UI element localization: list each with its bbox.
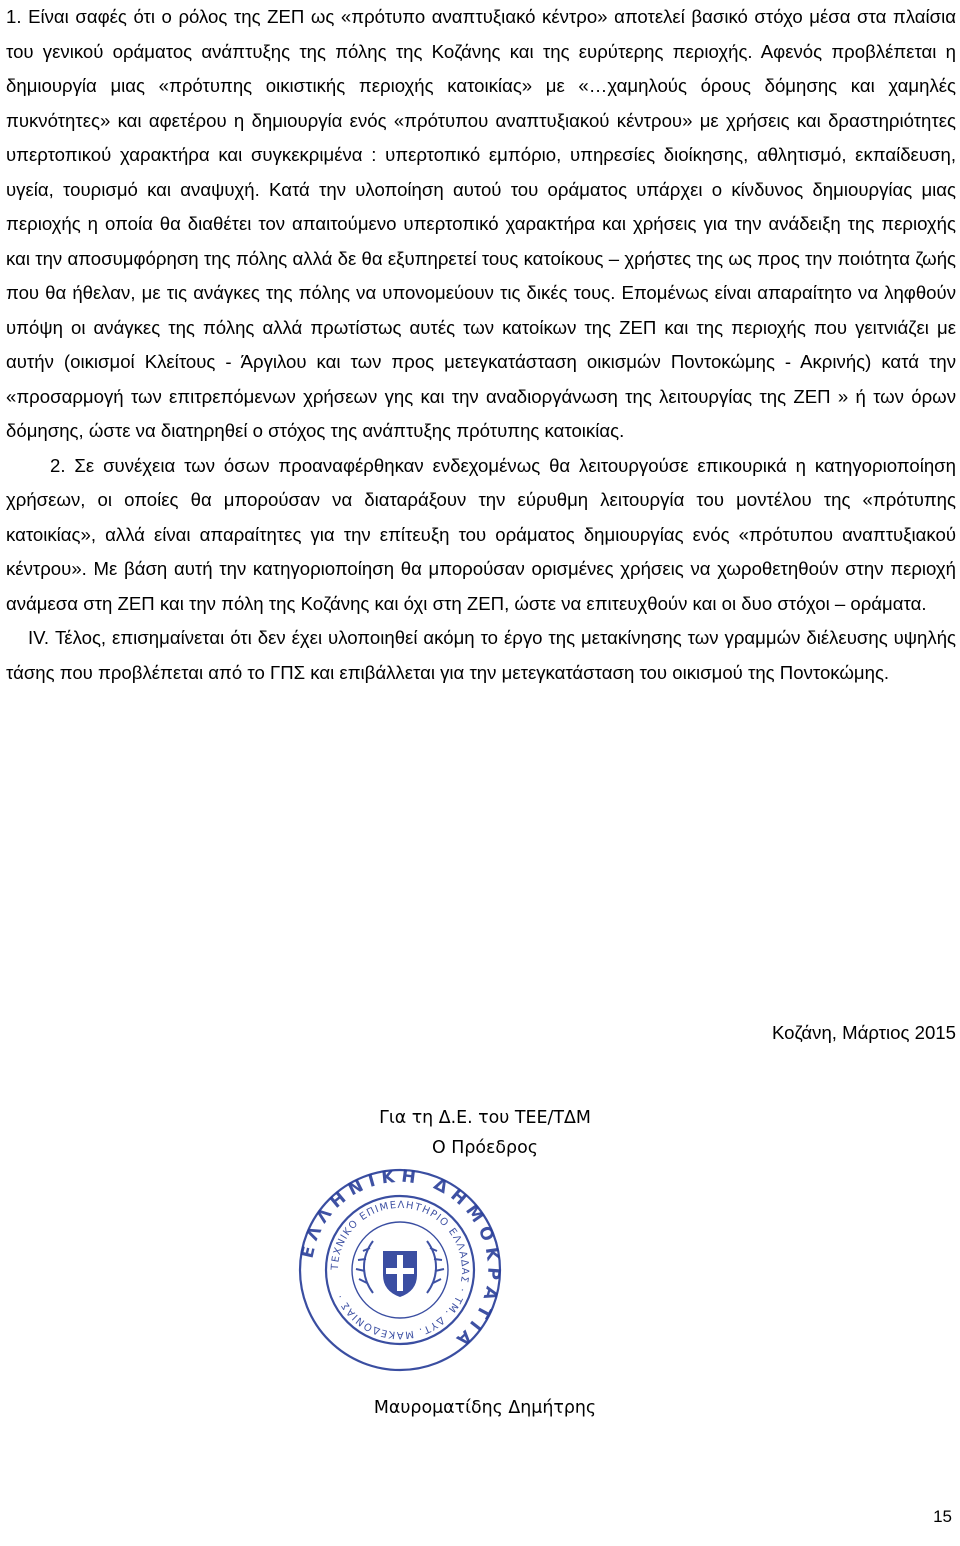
paragraph-2: 2. Σε συνέχεια των όσων προαναφέρθηκαν ενδεχομένως θα λειτουργούσε επικουρικά η κατηγοριοποίηση χρήσεων, οι οποίες θα μπορούσαν να διαταράξουν την εύρυθμη λειτουργία του μοντέλου της «πρότυπης κατοικίας», αλλά είναι απαραίτητες για την επίτευξη του οράματος δημιουργίας ενός «πρότυπου αναπτυξιακού κέντρου». Με βάση αυτή την κατηγοριοποίηση θα μπορούσαν ορισμένες χρήσεις να χωροθετηθούν στην περιοχή ανάμεσα στη ΖΕΠ και την πόλη της Κοζάνης και όχι στη ΖΕΠ, ώστε να επιτευχθούν και οι δυο στόχοι – οράματα.: [6, 454, 956, 614]
signer-name: Μαυροματίδης Δημήτρης: [373, 1398, 597, 1418]
official-seal-stamp: [295, 1165, 505, 1375]
signature-role: Ο Πρόεδρος: [432, 1138, 538, 1158]
signature-block: [300, 1103, 670, 1163]
place-date: Κοζάνη, Μάρτιος 2015: [771, 1022, 956, 1043]
svg-text:ΤΕΧΝΙΚΟ ΕΠΙΜΕΛΗΤΗΡΙΟ ΕΛΛΑΔΑΣ ·: ΤΕΧΝΙΚΟ ΕΠΙΜΕΛΗΤΗΡΙΟ ΕΛΛΑΔΑΣ · ΤΜ. ΔΥΤ. ΜΑΚΕΔΟΝΙΑΣ ·: [329, 1199, 471, 1341]
page-number: 15: [933, 1507, 952, 1526]
signature-on-behalf: Για τη Δ.Ε. του ΤΕΕ/ΤΔΜ: [379, 1108, 591, 1128]
paragraph-1: 1. Είναι σαφές ότι ο ρόλος της ΖΕΠ ως «πρότυπο αναπτυξιακό κέντρο» αποτελεί βασικό στόχο μέσα στα πλαίσια του γενικού οράματος ανάπτυξης της πόλης της Κοζάνης και της ευρύτερης περιοχής. Αφενός προβλέπεται η δημιουργία μιας «πρότυπης οικιστικής περιοχής κατοικίας» με «…χαμηλούς όρους δόμησης και χαμηλές πυκνότητες» και αφετέρου η δημιουργία ενός «πρότυπου αναπτυξιακού κέντρου» με χρήσεις και δραστηριότητες υπερτοπικού χαρακτήρα και συγκεκριμένα : υπερτοπικό εμπόριο, υπηρεσίες διοίκησης, αθλητισμό, εκπαίδευση, υγεία, τουρισμό και αναψυχή. Κατά την υλοποίηση αυτού του οράματος υπάρχει ο κίνδυνος δημιουργίας μιας περιοχής η οποία θα διαθέτει τον απαιτούμενο υπερτοπικό χαρακτήρα και χρήσεις για την ανάδειξη της περιοχής και την αποσυμφόρηση της πόλης αλλά δε θα εξυπηρετεί τους κατοίκους – χρήστες της ως προς την ποιότητα ζωής που θα ήθελαν, με τις ανάγκες της πόλης να υπονομεύουν τις δικές τους. Επομένως είναι απαραίτητο να ληφθούν υπόψη οι ανάγκες της πόλης αλλά πρωτίστως αυτές των κατοίκων της ΖΕΠ και της περιοχής που γειτνιάζει με αυτήν (οικισμοί Κλείτους - Άργιλου και των προς μετεγκατάσταση οικισμών Ποντοκώμης - Ακρινής) κατά την «προσαρμογή των επιτρεπόμενων χρήσεων γης και την αναδιοργάνωση της λειτουργίας της ΖΕΠ » ή των όρων δόμησης, ώστε να διατηρηθεί ο στόχος της ανάπτυξης πρότυπης κατοικίας.: [6, 6, 956, 441]
svg-text:ΕΛΛΗΝΙΚΗ ΔΗΜΟΚΡΑΤΙΑ: ΕΛΛΗΝΙΚΗ ΔΗΜΟΚΡΑΤΙΑ: [297, 1166, 504, 1354]
paragraph-iv: IV. Τέλος, επισημαίνεται ότι δεν έχει υλοποιηθεί ακόμη το έργο της μετακίνησης των γραμμών διέλευσης υψηλής τάσης που προβλέπεται από το ΓΠΣ και επιβάλλεται για την μετεγκατάσταση του οικισμού της Ποντοκώμης.: [6, 627, 956, 683]
body-text: [6, 0, 956, 690]
